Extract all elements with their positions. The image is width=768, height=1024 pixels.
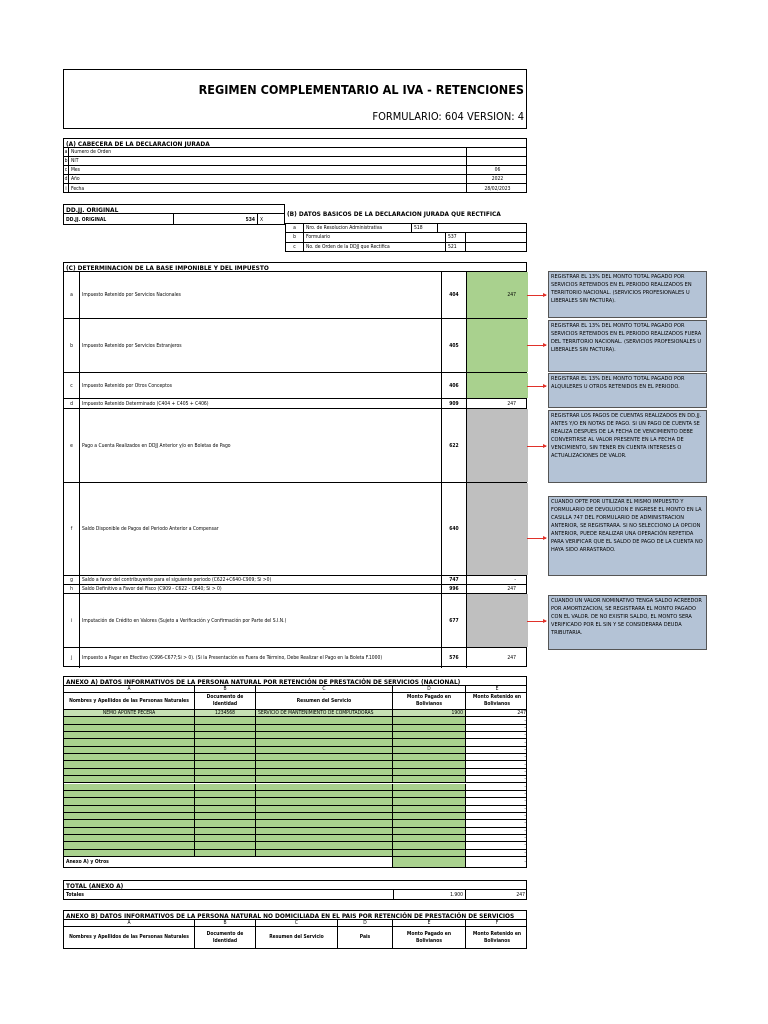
table-row bbox=[64, 820, 526, 827]
row-value[interactable] bbox=[467, 148, 528, 156]
row-label: Numero de Orden bbox=[69, 148, 467, 156]
table-cell[interactable] bbox=[256, 784, 393, 790]
row-label: Fecha bbox=[69, 184, 467, 193]
table-cell[interactable] bbox=[64, 791, 195, 797]
table-cell[interactable] bbox=[256, 717, 393, 723]
table-cell[interactable] bbox=[393, 820, 466, 826]
table-cell[interactable]: NEMO APONTE PECERA bbox=[64, 710, 195, 716]
column-letter: A bbox=[64, 686, 195, 692]
table-cell[interactable] bbox=[256, 850, 393, 856]
row-value[interactable]: - bbox=[514, 577, 516, 583]
section-c-row bbox=[64, 648, 526, 668]
table-cell[interactable]: - bbox=[524, 717, 526, 724]
table-cell[interactable] bbox=[64, 784, 195, 790]
table-cell[interactable] bbox=[393, 769, 466, 775]
table-cell[interactable] bbox=[393, 828, 466, 834]
row-value[interactable] bbox=[467, 483, 528, 575]
table-cell[interactable] bbox=[393, 776, 466, 782]
row-code: i bbox=[64, 184, 69, 193]
table-cell[interactable] bbox=[64, 769, 195, 775]
arrow-icon bbox=[527, 386, 546, 387]
form-subtitle: FORMULARIO: 604 VERSION: 4 bbox=[372, 110, 524, 123]
column-header: Monto Retenido en Bolivianos bbox=[472, 694, 522, 707]
table-cell[interactable]: - bbox=[524, 783, 526, 790]
section-c bbox=[63, 262, 527, 667]
section-c-row bbox=[64, 594, 526, 648]
ddjj-original-block bbox=[63, 204, 285, 225]
table-cell[interactable]: - bbox=[524, 842, 526, 849]
row-value[interactable] bbox=[466, 243, 528, 252]
table-cell[interactable] bbox=[64, 754, 195, 760]
table-cell[interactable] bbox=[393, 806, 466, 812]
annex-b-title: ANEXO B) DATOS INFORMATIVOS DE LA PERSONA NATURAL NO DOMICILIADA EN EL PAIS POR RETENCIÓN DE PRESTACIÓN DE SERVICIOS bbox=[66, 912, 515, 920]
row-code: a bbox=[286, 224, 304, 232]
section-c-row bbox=[64, 409, 526, 483]
table-row bbox=[64, 710, 526, 717]
table-row bbox=[64, 769, 526, 776]
row-field: 537 bbox=[446, 233, 466, 241]
table-cell[interactable] bbox=[256, 754, 393, 760]
row-label: Impuesto Retenido por Servicios Nacionales bbox=[80, 272, 442, 318]
section-a-row bbox=[64, 157, 526, 166]
table-cell[interactable] bbox=[195, 739, 256, 745]
row-code: d bbox=[64, 176, 68, 182]
annex-a-footer bbox=[64, 857, 526, 867]
table-row bbox=[64, 850, 526, 857]
row-value[interactable]: 247 bbox=[507, 400, 516, 407]
row-field: 909 bbox=[442, 399, 467, 408]
section-b-row bbox=[286, 233, 526, 242]
row-field: 747 bbox=[442, 576, 467, 584]
table-cell[interactable] bbox=[256, 820, 393, 826]
row-field: 405 bbox=[442, 319, 467, 372]
table-cell[interactable] bbox=[64, 717, 195, 723]
row-code: e bbox=[64, 409, 80, 482]
row-value[interactable] bbox=[467, 319, 528, 372]
section-b bbox=[285, 223, 527, 252]
annex-a-header bbox=[64, 693, 526, 710]
table-cell[interactable] bbox=[195, 798, 256, 804]
section-c-row bbox=[64, 272, 526, 319]
table-cell[interactable] bbox=[256, 842, 393, 848]
table-cell[interactable] bbox=[393, 784, 466, 790]
row-label: Pago a Cuenta Realizados en DDJJ Anterior y/o en Boletas de Pago bbox=[80, 409, 442, 482]
instruction-note: REGISTRAR EL 13% DEL MONTO TOTAL PAGADO POR SERVICIOS RETENIDOS EN EL PERIODO REALIZADOS FUERA DEL TERRITORIO NACIONAL. (SERVICIOS PROFESIONALES U LIBERALES SIN FACTURA). bbox=[548, 320, 707, 372]
row-value[interactable]: 06 bbox=[494, 167, 501, 173]
table-cell[interactable] bbox=[64, 761, 195, 767]
table-row bbox=[64, 835, 526, 842]
table-cell[interactable]: - bbox=[524, 798, 526, 805]
column-letter: D bbox=[338, 920, 393, 926]
column-header: Resumen del Servicio bbox=[256, 927, 338, 948]
table-cell[interactable] bbox=[195, 813, 256, 819]
table-row bbox=[64, 739, 526, 746]
table-cell[interactable] bbox=[64, 850, 195, 856]
row-label: Formulario bbox=[304, 233, 446, 241]
table-cell[interactable]: - bbox=[524, 835, 526, 842]
row-value[interactable]: 247 bbox=[507, 586, 516, 592]
row-value[interactable]: 247 bbox=[507, 655, 516, 661]
column-letter: C bbox=[256, 920, 338, 926]
annex-a-title: ANEXO A) DATOS INFORMATIVOS DE LA PERSONA NATURAL POR RETENCIÓN DE PRESTACIÓN DE SERVICIOS (NACIONAL) bbox=[66, 678, 461, 686]
table-cell[interactable] bbox=[256, 806, 393, 812]
table-row bbox=[64, 754, 526, 761]
row-label: Año bbox=[69, 175, 467, 183]
row-code: a bbox=[64, 272, 80, 318]
table-cell[interactable]: 1234568 bbox=[195, 710, 256, 716]
table-cell[interactable]: 1900 bbox=[393, 710, 466, 716]
row-code: i bbox=[64, 594, 80, 647]
table-cell[interactable] bbox=[256, 828, 393, 834]
table-cell[interactable] bbox=[256, 732, 393, 738]
row-value[interactable]: 28/02/2023 bbox=[484, 185, 511, 192]
total-a-paid: 1.900 bbox=[393, 890, 466, 900]
table-cell[interactable] bbox=[256, 769, 393, 775]
table-cell[interactable] bbox=[195, 732, 256, 738]
column-header: Monto Pagado en Bolivianos bbox=[393, 927, 466, 948]
section-c-row bbox=[64, 399, 526, 409]
column-letter: F bbox=[495, 920, 499, 926]
section-c-row bbox=[64, 576, 526, 585]
row-code: a bbox=[64, 149, 68, 155]
table-cell[interactable] bbox=[195, 754, 256, 760]
table-row bbox=[64, 725, 526, 732]
table-cell[interactable] bbox=[195, 784, 256, 790]
column-header: Documento de Identidad bbox=[195, 693, 256, 709]
row-code: j bbox=[64, 648, 80, 668]
row-field: 576 bbox=[442, 648, 467, 668]
row-value[interactable] bbox=[466, 233, 528, 241]
row-label: Imputación de Crédito en Valores (Sujeto a Verificación y Confirmación por Parte del S.I.N.) bbox=[80, 594, 442, 647]
table-cell[interactable] bbox=[64, 747, 195, 753]
row-label: Nro. de Resolucion Administrativa bbox=[304, 224, 412, 232]
total-a-title: TOTAL (ANEXO A) bbox=[66, 882, 124, 890]
column-header: Monto Pagado en Bolivianos bbox=[393, 693, 466, 709]
table-cell[interactable] bbox=[195, 820, 256, 826]
table-cell[interactable] bbox=[195, 725, 256, 731]
section-a-row bbox=[64, 175, 526, 184]
table-cell[interactable] bbox=[195, 842, 256, 848]
section-b-row bbox=[286, 243, 526, 252]
annex-a-letters bbox=[64, 686, 526, 693]
row-value[interactable]: 2022 bbox=[491, 176, 504, 182]
table-cell[interactable] bbox=[393, 791, 466, 797]
table-cell[interactable] bbox=[64, 806, 195, 812]
table-cell[interactable] bbox=[393, 813, 466, 819]
column-letter: B bbox=[195, 686, 256, 692]
ddjj-title: DD.JJ. ORIGINAL bbox=[66, 206, 119, 214]
table-cell[interactable]: - bbox=[524, 732, 526, 739]
row-label: Impuesto a Pagar en Efectivo (C996-C677;Si > 0). (Si la Presentación es Fuera de Término, Debe Realizar el Pago en la Boleta F.1000) bbox=[80, 648, 442, 668]
table-cell[interactable] bbox=[64, 725, 195, 731]
table-cell[interactable] bbox=[64, 739, 195, 745]
table-cell[interactable] bbox=[195, 835, 256, 841]
table-cell[interactable] bbox=[256, 798, 393, 804]
table-row bbox=[64, 717, 526, 724]
row-code: b bbox=[64, 158, 68, 164]
table-cell[interactable]: - bbox=[524, 761, 526, 768]
table-cell[interactable] bbox=[195, 776, 256, 782]
table-row bbox=[64, 747, 526, 754]
table-cell[interactable] bbox=[393, 798, 466, 804]
column-letter: A bbox=[64, 920, 195, 926]
row-field: 677 bbox=[442, 594, 467, 647]
table-cell[interactable] bbox=[64, 842, 195, 848]
table-cell[interactable] bbox=[256, 725, 393, 731]
instruction-note: REGISTRAR EL 13% DEL MONTO TOTAL PAGADO POR SERVICIOS RETENIDOS EN EL PERIODO REALIZADOS EN TERRITORIO NACIONAL. (SERVICIOS PROFESIONALES U LIBERALES SIN FACTURA). bbox=[548, 271, 707, 318]
table-row bbox=[64, 813, 526, 820]
section-c-row bbox=[64, 483, 526, 576]
row-value[interactable] bbox=[467, 409, 528, 482]
table-row bbox=[64, 776, 526, 783]
table-cell[interactable] bbox=[195, 850, 256, 856]
table-cell[interactable] bbox=[195, 717, 256, 723]
row-code: h bbox=[64, 585, 80, 593]
table-cell[interactable]: - bbox=[524, 827, 526, 834]
column-header: Monto Retenido en Bolivianos bbox=[472, 930, 522, 944]
section-c-row bbox=[64, 585, 526, 594]
instruction-note: REGISTRAR LOS PAGOS DE CUENTAS REALIZADOS EN DD.JJ. ANTES Y/O EN NOTAS DE PAGO. SI UN PAGO DE CUENTA SE REALIZA DESPUES DE LA FECHA DE VENCIMIENTO DEBE CONVERTIRSE AL VALOR PRESENTE EN LA FECHA DE VENCIMIENTO, SIN TENER EN CUENTA INTERESES O ACTUALIZACIONES DE VALOR. bbox=[548, 410, 707, 483]
column-letter: B bbox=[195, 920, 256, 926]
annex-b-letters bbox=[64, 920, 526, 927]
table-cell[interactable] bbox=[393, 747, 466, 753]
row-label: NIT bbox=[69, 157, 467, 165]
annex-b bbox=[63, 910, 527, 949]
total-a-retained: 247 bbox=[516, 892, 525, 898]
table-cell[interactable] bbox=[64, 776, 195, 782]
table-row bbox=[64, 784, 526, 791]
annex-a bbox=[63, 676, 527, 868]
column-letter: E bbox=[393, 920, 466, 926]
table-cell[interactable] bbox=[256, 776, 393, 782]
table-cell[interactable]: - bbox=[524, 724, 526, 731]
footer-value: - bbox=[524, 859, 526, 865]
row-value[interactable]: 247 bbox=[467, 272, 528, 318]
table-cell[interactable] bbox=[64, 798, 195, 804]
table-cell[interactable]: - bbox=[524, 849, 526, 856]
table-cell[interactable] bbox=[256, 739, 393, 745]
table-cell[interactable] bbox=[393, 739, 466, 745]
row-label: Mes bbox=[69, 166, 467, 174]
row-code: c bbox=[64, 167, 68, 173]
table-row bbox=[64, 828, 526, 835]
row-field: 404 bbox=[442, 272, 467, 318]
table-cell[interactable]: 247 bbox=[517, 710, 526, 717]
row-label: Saldo Definitivo a Favor del Fisco (C909 - C622 - C640; Si > 0) bbox=[80, 585, 442, 593]
section-c-row bbox=[64, 319, 526, 373]
form-header bbox=[63, 69, 527, 129]
table-cell[interactable] bbox=[256, 835, 393, 841]
table-row bbox=[64, 842, 526, 849]
table-cell[interactable] bbox=[195, 747, 256, 753]
table-cell[interactable] bbox=[256, 747, 393, 753]
column-header: Pais bbox=[338, 927, 393, 948]
table-row bbox=[64, 798, 526, 805]
row-code: c bbox=[286, 243, 304, 252]
column-header: Nombres y Apellidos de las Personas Naturales bbox=[64, 693, 195, 709]
row-value[interactable] bbox=[467, 594, 528, 647]
table-cell[interactable] bbox=[64, 732, 195, 738]
table-cell[interactable]: - bbox=[524, 746, 526, 753]
column-header: Nombres y Apellidos de las Personas Naturales bbox=[64, 927, 195, 948]
annex-b-header bbox=[64, 927, 526, 948]
footer-label: Anexo A) y Otros bbox=[64, 857, 393, 867]
row-label: Saldo a favor del contribuyente para el siguiente periodo (C622+C640-C909; Si >0) bbox=[80, 576, 442, 584]
ddjj-code: 534 bbox=[174, 214, 258, 225]
table-cell[interactable]: - bbox=[524, 754, 526, 761]
column-letter: E bbox=[495, 686, 499, 692]
row-field: 521 bbox=[446, 243, 466, 252]
table-cell[interactable] bbox=[195, 761, 256, 767]
table-cell[interactable] bbox=[256, 761, 393, 767]
table-cell[interactable]: - bbox=[524, 768, 526, 775]
arrow-icon bbox=[527, 446, 546, 447]
section-a-title: (A) CABECERA DE LA DECLARACION JURADA bbox=[66, 140, 210, 148]
table-cell[interactable] bbox=[393, 850, 466, 856]
table-cell[interactable] bbox=[393, 842, 466, 848]
row-label: Saldo Disponible de Pagos del Periodo Anterior a Compensar bbox=[80, 483, 442, 575]
row-value[interactable] bbox=[467, 157, 528, 165]
table-cell[interactable]: - bbox=[524, 739, 526, 746]
column-header: Documento de Identidad bbox=[195, 927, 256, 948]
column-letter: C bbox=[256, 686, 393, 692]
arrow-icon bbox=[527, 538, 546, 539]
table-cell[interactable] bbox=[195, 828, 256, 834]
section-a-row bbox=[64, 148, 526, 157]
table-cell[interactable] bbox=[393, 725, 466, 731]
row-code: b bbox=[64, 319, 80, 372]
instruction-note: REGISTRAR EL 13% DEL MONTO TOTAL PAGADO POR ALQUILERES U OTROS RETENIDOS EN EL PERIODO. bbox=[548, 373, 707, 408]
table-cell[interactable] bbox=[393, 732, 466, 738]
table-row bbox=[64, 806, 526, 813]
row-code: b bbox=[286, 233, 304, 241]
table-cell[interactable]: - bbox=[524, 776, 526, 783]
row-field: 996 bbox=[442, 585, 467, 593]
row-field: 622 bbox=[442, 409, 467, 482]
table-row bbox=[64, 732, 526, 739]
row-code: d bbox=[64, 399, 80, 408]
total-a-label: Totales bbox=[66, 892, 84, 898]
table-cell[interactable] bbox=[64, 813, 195, 819]
section-b-title: (B) DATOS BASICOS DE LA DECLARACION JURADA QUE RECTIFICA bbox=[287, 210, 501, 218]
ddjj-value[interactable]: X bbox=[260, 216, 264, 223]
table-cell[interactable] bbox=[256, 813, 393, 819]
section-a-row bbox=[64, 166, 526, 175]
arrow-icon bbox=[527, 345, 546, 346]
section-b-row bbox=[286, 224, 526, 233]
row-label: Impuesto Retenido por Servicios Estranjeros bbox=[80, 319, 442, 372]
total-annex-a bbox=[63, 880, 527, 900]
form-title: REGIMEN COMPLEMENTARIO AL IVA - RETENCIONES bbox=[198, 82, 524, 97]
row-label: Impuesto Retenido por Otros Conceptos bbox=[80, 373, 442, 398]
row-field: 640 bbox=[442, 483, 467, 575]
row-field: 518 bbox=[412, 224, 438, 232]
row-code: c bbox=[64, 373, 80, 398]
column-letter: D bbox=[393, 686, 466, 692]
arrow-icon bbox=[527, 295, 546, 296]
instruction-note: CUANDO UN VALOR NOMINATIVO TENGA SALDO ACREEDOR POR AMORTIZACION, SE REGISTRARA EL MONTO PAGADO CON EL VALOR. DE NO EXISTIR SALDO, EL MONTO SERA VERIFICADO POR EL SIN Y SE CONSIDERARA DEUDA TRIBUTARIA. bbox=[548, 595, 707, 650]
row-value[interactable] bbox=[438, 224, 528, 232]
table-cell[interactable] bbox=[393, 717, 466, 723]
table-cell[interactable] bbox=[64, 820, 195, 826]
table-cell[interactable] bbox=[64, 828, 195, 834]
table-row bbox=[64, 761, 526, 768]
table-cell[interactable]: - bbox=[524, 791, 526, 798]
table-cell[interactable] bbox=[195, 806, 256, 812]
table-cell[interactable]: - bbox=[524, 820, 526, 827]
table-cell[interactable] bbox=[195, 791, 256, 797]
instruction-note: CUANDO OPTE POR UTILIZAR EL MISMO IMPUESTO Y FORMULARIO DE DEVOLUCION E INGRESE EL MONTO EN LA CASILLA 747 DEL FORMULARIO DE ADMINISTRACION ANTERIOR, SE REGISTRARA. SI NO SELECCIONO LA OPCION ANTERIOR, PUEDE REALIZAR UNA OPERACIÓN REPETIDA PARA VERIFICAR QUE EL SALDO DE PAGO DE LA CUENTA NO HAYA SIDO ARRASTRADO. bbox=[548, 496, 707, 576]
row-label: No. de Orden de la DDJJ que Rectifica bbox=[304, 243, 446, 252]
section-c-row bbox=[64, 373, 526, 399]
column-header: Resumen del Servicio bbox=[256, 693, 393, 709]
ddjj-label: DD.JJ. ORIGINAL bbox=[64, 214, 174, 225]
row-code: f bbox=[64, 483, 80, 575]
table-cell[interactable]: - bbox=[524, 813, 526, 820]
table-cell[interactable] bbox=[64, 835, 195, 841]
row-field: 406 bbox=[442, 373, 467, 398]
table-cell[interactable]: SERVICIO DE MANTENIMIENTO DE COMPUTADORAS bbox=[256, 710, 393, 716]
table-cell[interactable] bbox=[393, 754, 466, 760]
row-code: g bbox=[64, 576, 80, 584]
table-row bbox=[64, 791, 526, 798]
arrow-icon bbox=[527, 621, 546, 622]
footer-paid bbox=[393, 857, 466, 867]
table-cell[interactable] bbox=[195, 769, 256, 775]
section-a bbox=[63, 138, 527, 193]
table-cell[interactable] bbox=[393, 761, 466, 767]
table-cell[interactable] bbox=[256, 791, 393, 797]
section-c-title: (C) DETERMINACION DE LA BASE IMPONIBLE Y DEL IMPUESTO bbox=[66, 264, 269, 272]
table-cell[interactable] bbox=[393, 835, 466, 841]
row-label: Impuesto Retenido Determinado (C404 + C405 + C406) bbox=[80, 399, 442, 408]
section-a-row bbox=[64, 184, 526, 193]
table-cell[interactable]: - bbox=[524, 805, 526, 812]
row-value[interactable] bbox=[467, 373, 528, 398]
